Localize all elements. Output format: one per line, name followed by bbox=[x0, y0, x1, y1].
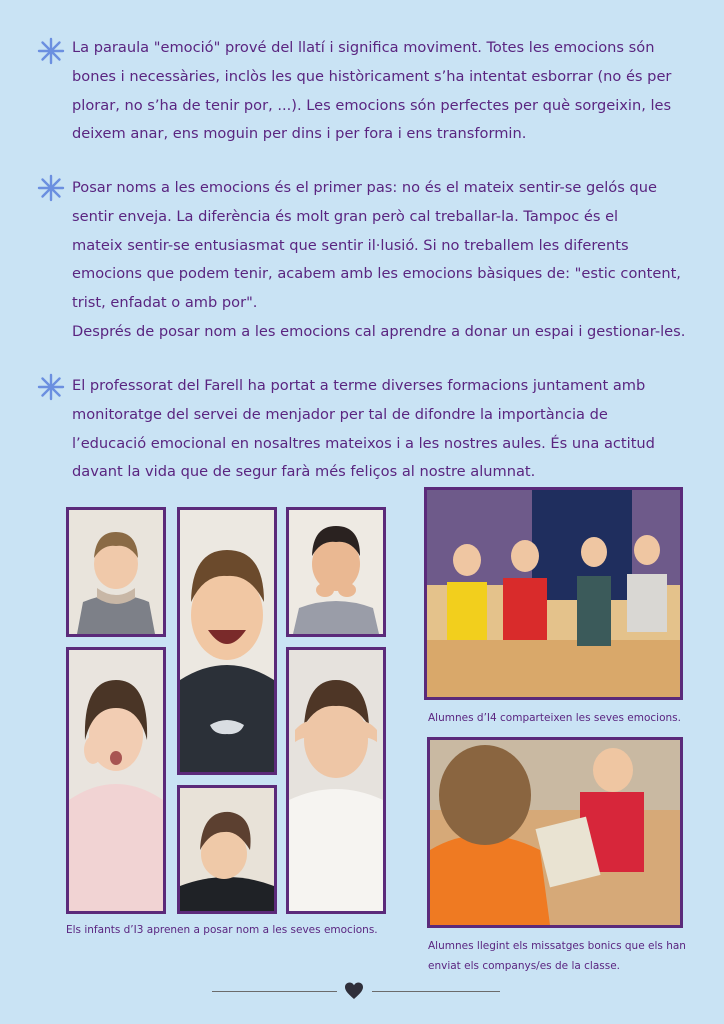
caption-text: Els infants d’I3 aprenen a posar nom a les seves emocions. bbox=[66, 924, 378, 936]
paragraph-naming-emotions bbox=[72, 174, 690, 347]
text-line: l’educació emocional en nosaltres mateixos i a les nostres aules. És una actitud bbox=[72, 434, 655, 452]
text-line: davant la vida que de segur farà més feliços al nostre alumnat. bbox=[72, 463, 536, 481]
paragraph-emotion-definition bbox=[72, 34, 690, 149]
text-line: emocions que podem tenir, acabem amb les emocions bàsiques de: "estic content, bbox=[72, 265, 681, 283]
asterisk-star-icon bbox=[37, 37, 65, 65]
caption-text: Alumnes llegint els missatges bonics que els han bbox=[428, 940, 686, 952]
paragraph-teacher-training bbox=[72, 372, 690, 487]
photo-child-sad bbox=[177, 785, 277, 914]
asterisk-star-icon bbox=[37, 174, 65, 202]
divider-line-right bbox=[372, 991, 500, 992]
text-line: monitoratge del servei de menjador per tal de difondre la importància de bbox=[72, 405, 608, 423]
text-line: La paraula "emoció" prové del llatí i significa moviment. Totes les emocions són bbox=[72, 39, 655, 56]
divider-line-left bbox=[212, 991, 337, 992]
caption-right-bottom bbox=[428, 936, 718, 976]
text-line: sentir enveja. La diferència és molt gran però cal treballar-la. Tampoc és el bbox=[72, 207, 619, 225]
caption-text: Alumnes d’I4 comparteixen les seves emocions. bbox=[428, 712, 681, 724]
photo-child-cheek-surprise bbox=[66, 647, 166, 914]
asterisk-star-icon bbox=[37, 373, 65, 401]
text-line: bones i necessàries, inclòs les que històricament s’ha intentat esborrar (no és per bbox=[72, 67, 672, 85]
heart-icon bbox=[344, 981, 364, 1001]
photo-child-scarf bbox=[66, 507, 166, 637]
text-line: deixem anar, ens moguin per dins i per fora i ens transformin. bbox=[72, 125, 527, 143]
text-line: Posar noms a les emocions és el primer pas: no és el mateix sentir-se gelós que bbox=[72, 179, 657, 196]
photo-child-laughing bbox=[177, 507, 277, 775]
caption-right-top bbox=[428, 708, 708, 728]
caption-left-collage bbox=[66, 920, 406, 940]
text-line: trist, enfadat o amb por". bbox=[72, 294, 258, 312]
photo-students-reading-messages bbox=[427, 737, 683, 928]
text-line: El professorat del Farell ha portat a terme diverses formacions juntament amb bbox=[72, 377, 646, 394]
text-line: mateix sentir-se entusiasmat que sentir il·lusió. Si no treballem les diferents bbox=[72, 236, 629, 254]
photo-child-hands-chin bbox=[286, 507, 386, 637]
text-line: Després de posar nom a les emocions cal aprendre a donar un espai i gestionar-les. bbox=[72, 322, 686, 340]
photo-child-hands-forehead bbox=[286, 647, 386, 914]
caption-text: enviat els companys/es de la classe. bbox=[428, 960, 621, 972]
text-line: plorar, no s’ha de tenir por, ...). Les emocions són perfectes per què sorgeixin, les bbox=[72, 96, 672, 114]
photo-group-sharing-emotions bbox=[424, 487, 683, 700]
